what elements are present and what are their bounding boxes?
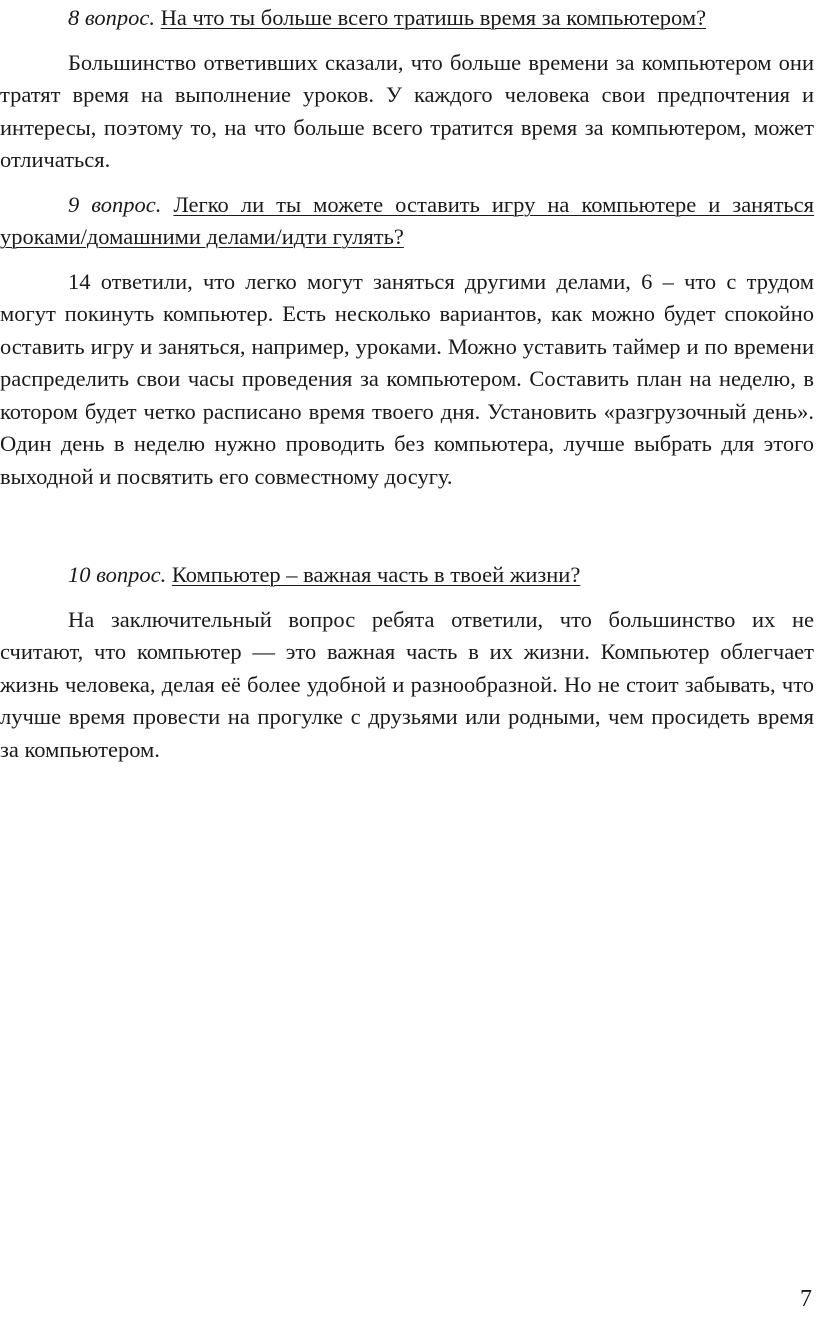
question-9: [0, 189, 814, 254]
question-10: [0, 559, 814, 592]
question-text: На что ты больше всего тратишь время за компьютером?: [160, 5, 707, 30]
question-number: 8 вопрос.: [68, 5, 155, 30]
question-8: [0, 2, 814, 35]
answer-10: На заключительный вопрос ребята ответили, что большинство их не считают, что компьютер — это важная часть в их жизни. Компьютер облегчает жизнь человека, делая её более удобной и разнообразной. Но не стоит забывать, что лучше время провести на прогулке с друзьями или родными, чем просидеть время за компьютером.: [0, 606, 814, 762]
answer-8: Большинство ответивших сказали, что больше времени за компьютером они тратят время на выполнение уроков. У каждого человека свои предпочтения и интересы, поэтому то, на что больше всего тратится время за компьютером, может отличаться.: [0, 49, 814, 172]
question-text: Компьютер – важная часть в твоей жизни?: [171, 562, 581, 587]
question-number: 9 вопрос.: [68, 191, 162, 217]
spacer: [0, 505, 814, 559]
page-number: 7: [800, 1286, 812, 1312]
question-text: Легко ли ты можете оставить игру на компьютере и заняться уроками/домашними делами/идти гулять?: [0, 191, 815, 249]
answer-9: 14 ответили, что легко могут заняться другими делами, 6 – что с трудом могут покинуть компьютер. Есть несколько вариантов, как можно будет спокойно оставить игру и заняться, например, уроками. Можно уставить таймер и по времени распределить свои часы проведения за компьютером. Составить план на неделю, в котором будет четко расписано время твоего дня. Установить «разгрузочный день». Один день в неделю нужно проводить без компьютера, лучше выбрать для этого выходной и посвятить его совместному досугу.: [0, 268, 814, 489]
question-number: 10 вопрос.: [68, 562, 167, 587]
page-content: [0, 2, 814, 778]
